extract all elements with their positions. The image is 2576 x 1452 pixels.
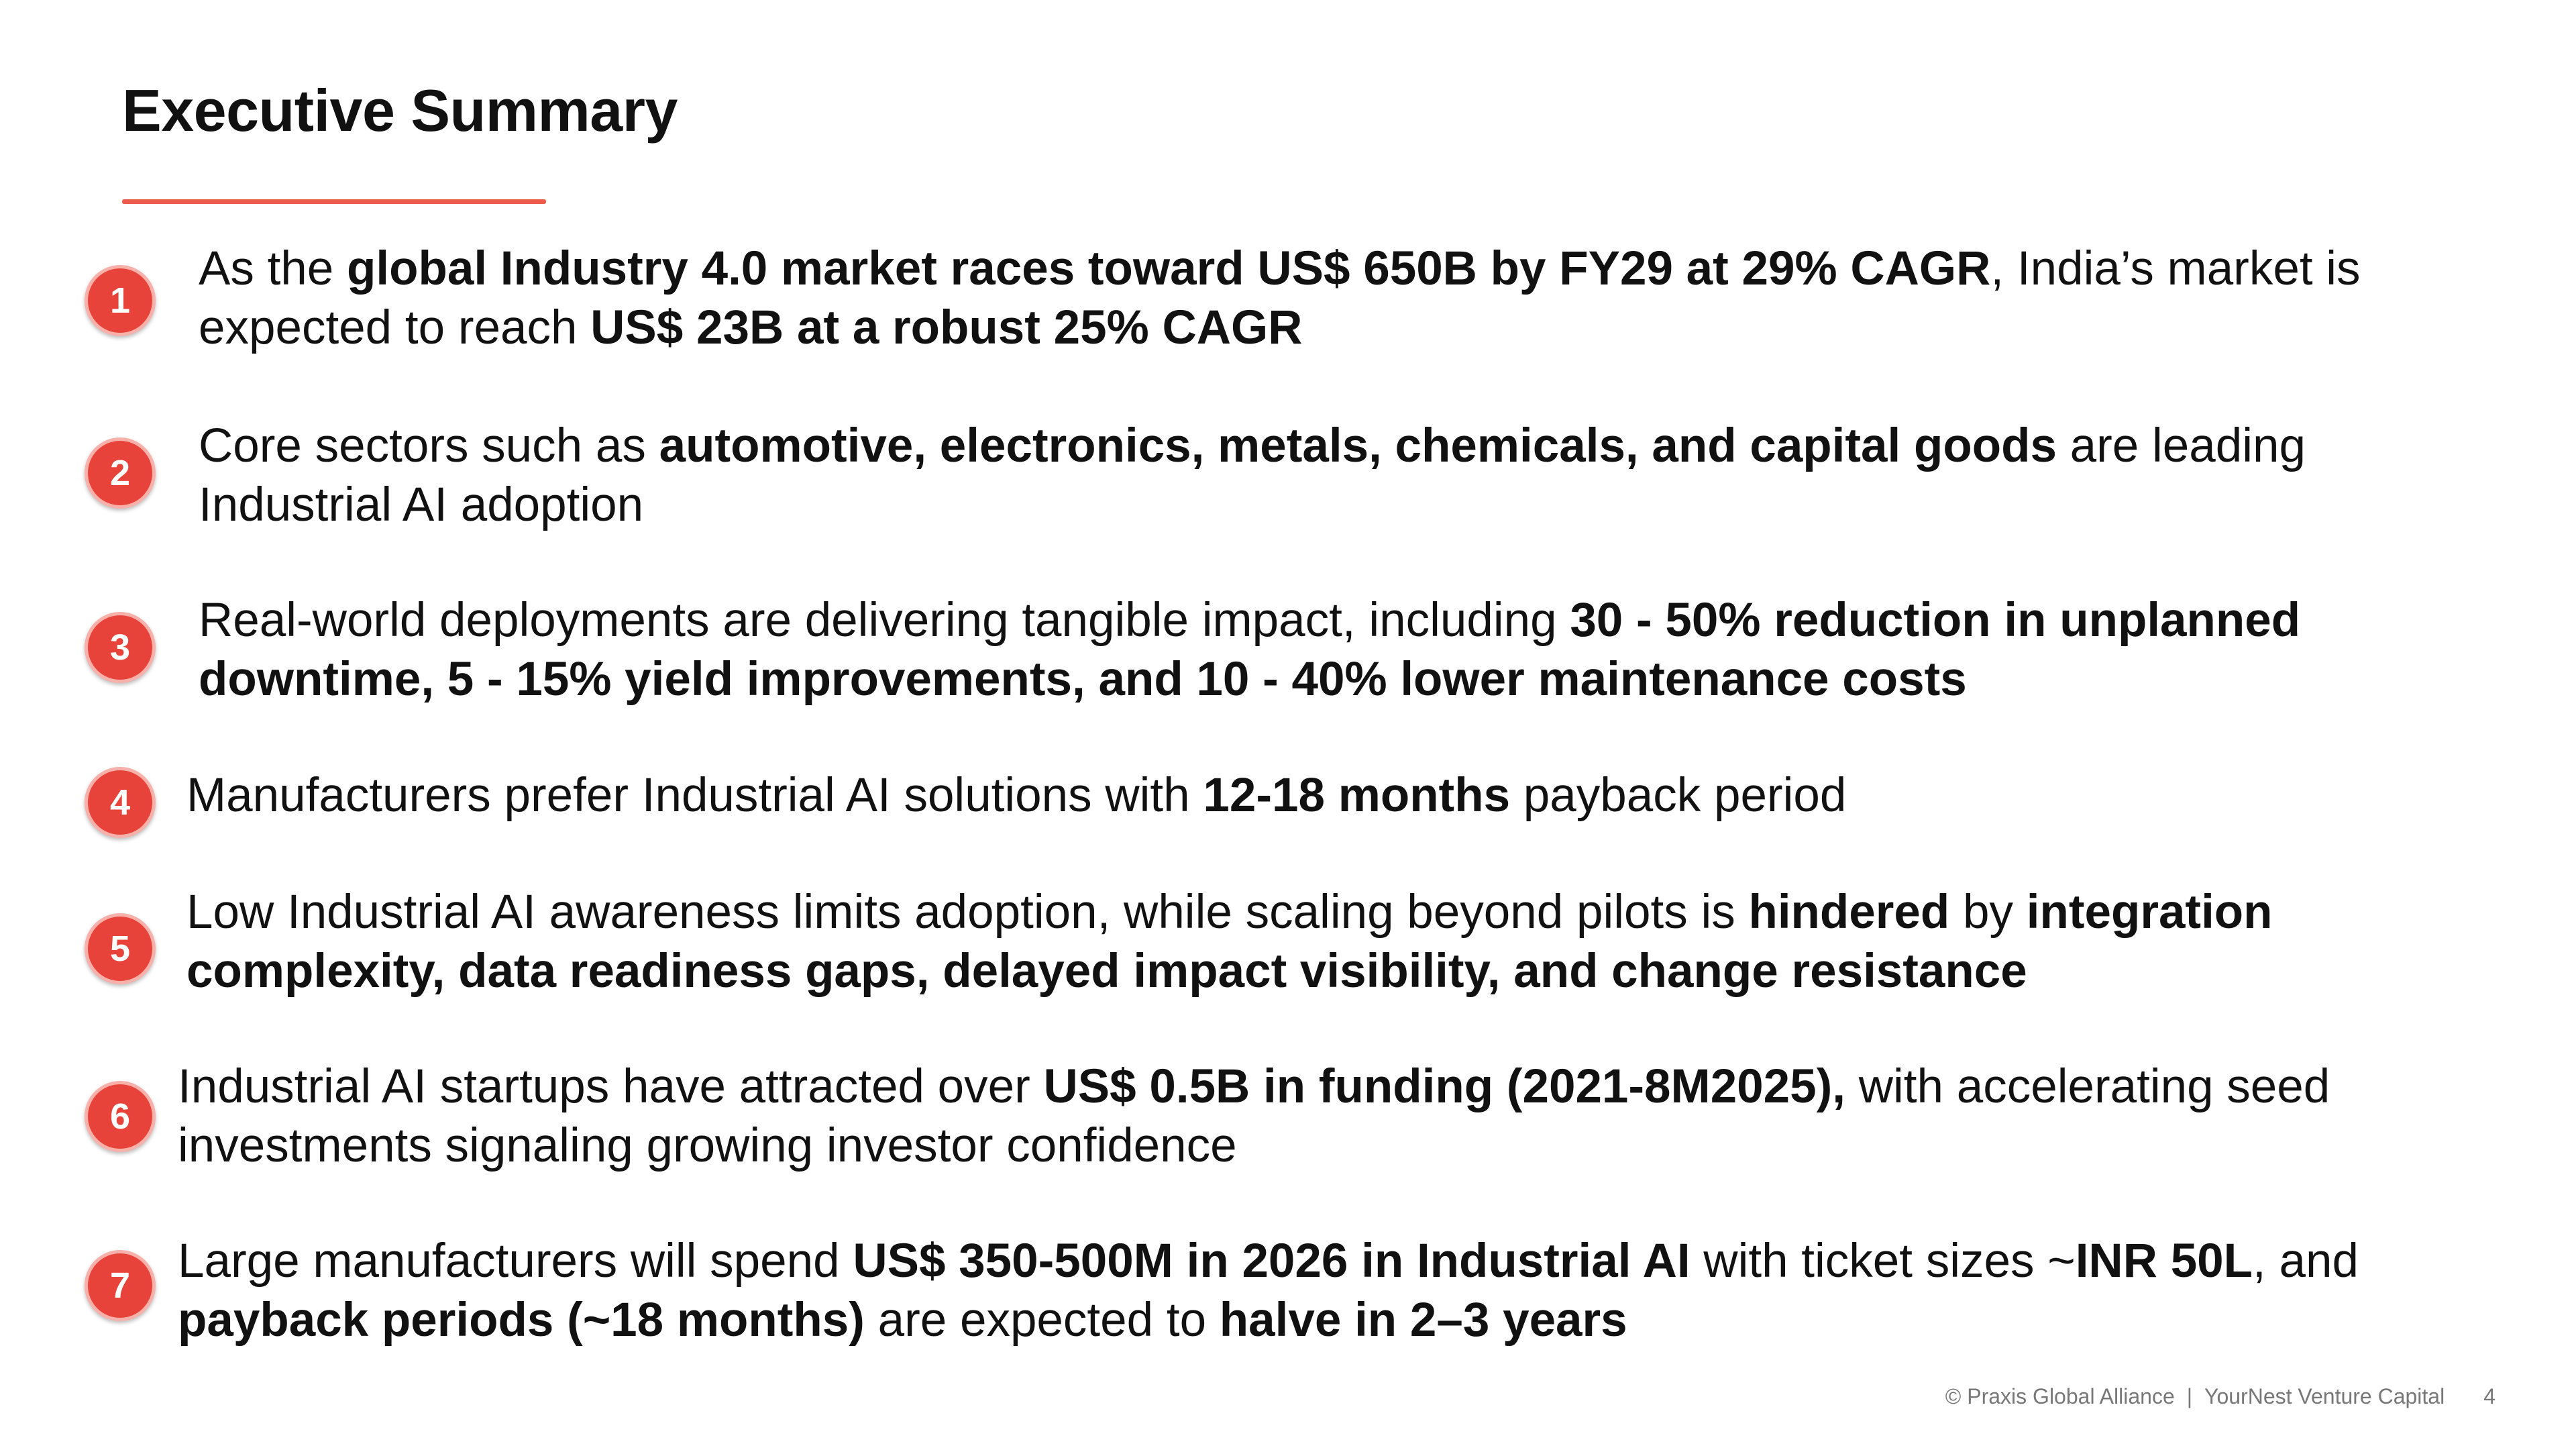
- point-line-2: [199, 650, 2300, 709]
- number-badge: [85, 612, 156, 683]
- point-text: [199, 591, 2300, 709]
- text-run: , India’s market is: [1990, 242, 2361, 295]
- text-run: Industrial AI startups have attracted over: [178, 1060, 1044, 1113]
- text-run: investments signaling growing investor confidence: [178, 1119, 1237, 1172]
- bold-text-run: 12-18 months: [1203, 769, 1511, 822]
- badge-number: 4: [109, 782, 131, 823]
- bold-text-run: global Industry 4.0 market races toward US$ 650B by FY29 at 29% CAGR: [347, 242, 1991, 295]
- point-line-2: [186, 942, 2273, 1001]
- bold-text-run: 30 - 50% reduction in unplanned: [1570, 594, 2301, 647]
- point-line-2: [178, 1291, 2359, 1350]
- text-run: As the: [199, 242, 347, 295]
- point-line-1: [186, 883, 2273, 942]
- slide-footer: [1945, 1384, 2496, 1409]
- badge-number: 3: [109, 627, 131, 668]
- badge-number: 1: [109, 280, 131, 321]
- bold-text-run: INR 50L: [2075, 1235, 2253, 1288]
- point-line-1: [186, 766, 1846, 825]
- point-line-1: [199, 591, 2300, 650]
- number-badge: [85, 767, 156, 838]
- bold-text-run: downtime, 5 - 15% yield improvements, and 10 - 40% lower maintenance costs: [199, 653, 1967, 706]
- point-line-1: [199, 417, 2306, 476]
- text-run: are leading: [2056, 419, 2306, 472]
- text-run: with accelerating seed: [1845, 1060, 2330, 1113]
- number-badge: [85, 437, 156, 509]
- point-line-2: [178, 1117, 2330, 1176]
- bold-text-run: US$ 0.5B in funding (2021-8M2025),: [1043, 1060, 1846, 1113]
- bold-text-run: automotive, electronics, metals, chemicals, and capital goods: [659, 419, 2057, 472]
- bold-text-run: complexity, data readiness gaps, delayed impact visibility, and change resistance: [186, 945, 2027, 998]
- point-text: [186, 766, 1846, 825]
- point-line-2: [199, 476, 2306, 535]
- text-run: Low Industrial AI awareness limits adoption, while scaling beyond pilots is: [186, 886, 1749, 939]
- text-run: Large manufacturers will spend: [178, 1235, 853, 1288]
- badge-number: 7: [109, 1265, 131, 1306]
- text-run: by: [1949, 886, 2027, 939]
- bold-text-run: halve in 2–3 years: [1219, 1294, 1627, 1347]
- point-text: [178, 1057, 2330, 1176]
- text-run: , and: [2253, 1235, 2359, 1288]
- point-line-1: [199, 240, 2361, 299]
- point-text: [178, 1232, 2359, 1350]
- point-text: [199, 417, 2306, 535]
- number-badge: [85, 1081, 156, 1152]
- text-run: are expected to: [864, 1294, 1220, 1347]
- text-run: Core sectors such as: [199, 419, 659, 472]
- text-run: with ticket sizes ~: [1690, 1235, 2076, 1288]
- text-run: payback period: [1510, 769, 1847, 822]
- number-badge: [85, 265, 156, 336]
- bold-text-run: US$ 350-500M in 2026 in Industrial AI: [853, 1235, 1690, 1288]
- bold-text-run: payback periods (~18 months): [178, 1294, 865, 1347]
- number-badge: [85, 1250, 156, 1321]
- text-run: Industrial AI adoption: [199, 478, 644, 531]
- bold-text-run: hindered: [1748, 886, 1950, 939]
- point-text: [199, 240, 2361, 358]
- point-line-1: [178, 1057, 2330, 1117]
- footer-separator: |: [2186, 1384, 2193, 1408]
- text-run: expected to reach: [199, 301, 591, 354]
- bold-text-run: integration: [2026, 886, 2273, 939]
- footer-copyright: © Praxis Global Alliance: [1945, 1384, 2175, 1408]
- number-badge: [85, 913, 156, 984]
- point-text: [186, 883, 2273, 1001]
- page-number: 4: [2483, 1384, 2496, 1408]
- badge-number: 2: [109, 453, 131, 493]
- point-line-2: [199, 299, 2361, 358]
- text-run: Real-world deployments are delivering tangible impact, including: [199, 594, 1570, 647]
- badge-number: 6: [109, 1096, 131, 1137]
- text-run: Manufacturers prefer Industrial AI solutions with: [186, 769, 1203, 822]
- bold-text-run: US$ 23B at a robust 25% CAGR: [590, 301, 1303, 354]
- page-title: Executive Summary: [122, 77, 678, 144]
- badge-number: 5: [109, 929, 131, 969]
- footer-company: YourNest Venture Capital: [2204, 1384, 2445, 1408]
- point-line-1: [178, 1232, 2359, 1291]
